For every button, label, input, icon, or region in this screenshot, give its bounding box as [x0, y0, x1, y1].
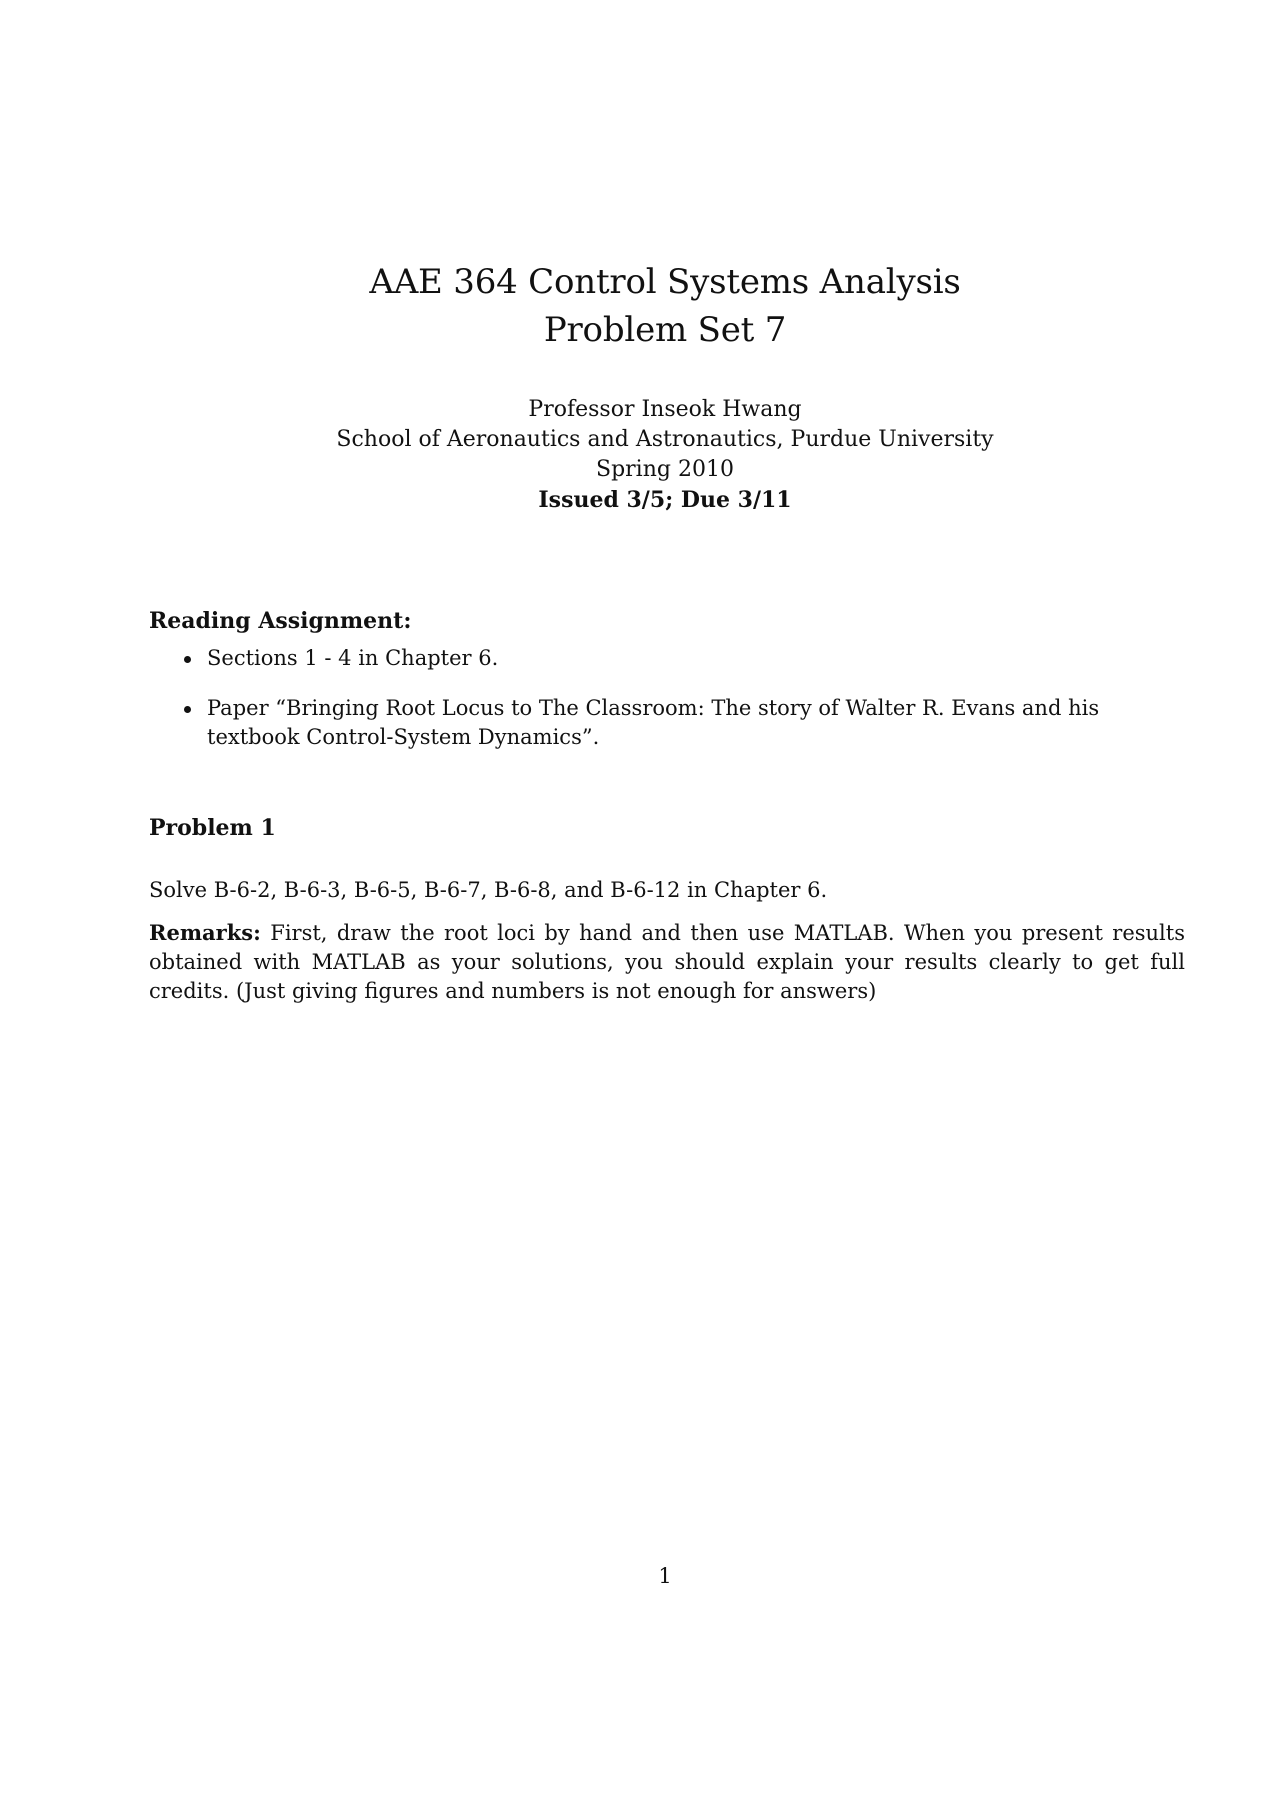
- reading-item-paper: [149, 694, 1185, 752]
- bullet-icon: [184, 706, 191, 713]
- problem-set-title: Problem Set 7: [543, 310, 787, 350]
- remarks-label: Remarks:: [149, 920, 261, 945]
- reading-item-text: Paper “Bringing Root Locus to The Classroom: The story of Walter R. Evans and his textbook Control-System Dynamics”.: [207, 696, 1100, 749]
- reading-assignment-list: [149, 644, 1185, 773]
- reading-item-chapter: [149, 644, 1185, 673]
- page-number: 1: [658, 1564, 672, 1588]
- remarks-text: First, draw the root loci by hand and then use MATLAB. When you present results obtained with MATLAB as your solutions, you should explain your results clearly to get full credits. (Just giving figures and numbers is not enough for answers): [149, 921, 1185, 1003]
- bullet-icon: [184, 656, 191, 663]
- professor-name: Professor Inseok Hwang: [528, 397, 802, 422]
- reading-assignment-heading: Reading Assignment:: [149, 608, 412, 635]
- term: Spring 2010: [596, 457, 734, 482]
- problem-1-instruction: Solve B-6-2, B-6-3, B-6-5, B-6-7, B-6-8, and B-6-12 in Chapter 6.: [149, 878, 828, 902]
- problem-1-remarks: [149, 918, 1185, 1006]
- problem-1-heading: Problem 1: [149, 815, 276, 842]
- issue-due-dates: Issued 3/5; Due 3/11: [538, 487, 792, 513]
- document-title: [0, 258, 1280, 354]
- reading-item-text: Sections 1 - 4 in Chapter 6.: [207, 646, 499, 670]
- course-title: AAE 364 Control Systems Analysis: [369, 262, 961, 302]
- document-info: [0, 395, 1280, 515]
- school-affiliation: School of Aeronautics and Astronautics, Purdue University: [336, 427, 994, 452]
